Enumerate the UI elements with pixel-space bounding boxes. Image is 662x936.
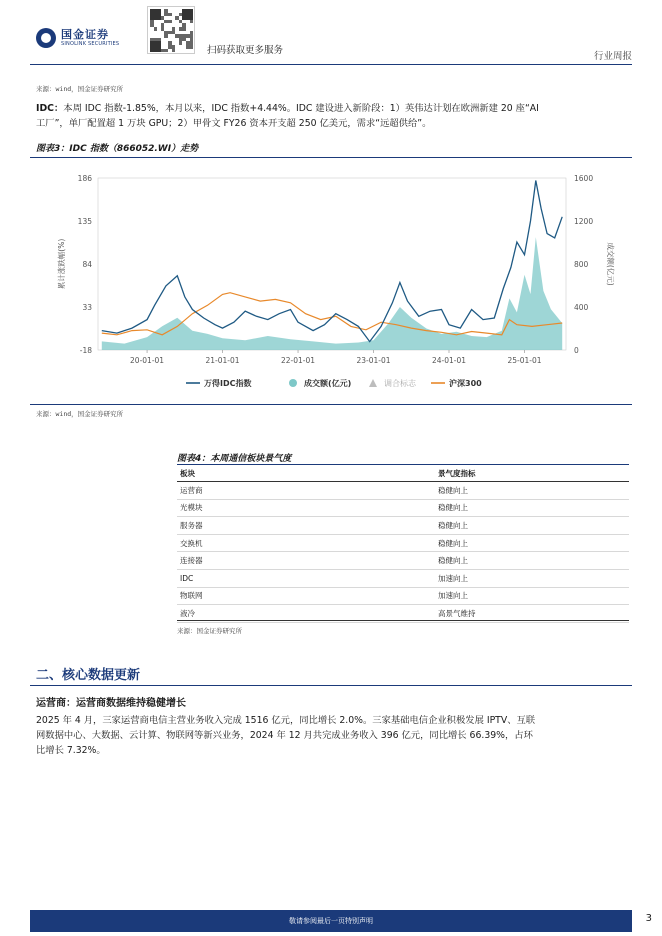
volume-area-series: [102, 237, 562, 350]
source-note-top: 来源：wind，国金证券研究所: [36, 85, 124, 93]
idc-lead: IDC：: [36, 103, 64, 114]
operator-subtitle: 运营商：运营商数据维持稳健增长: [36, 698, 186, 709]
table-row: [177, 517, 629, 535]
x-axis-tick-label: 22-01-01: [281, 356, 316, 365]
idc-line-1: 本周 IDC 指数-1.85%，本月以来，IDC 指数+4.44%。IDC 建设进入新阶段：1）英伟达计划在欧洲新建 20 座“AI: [63, 103, 539, 114]
idc-index-line-series: [102, 181, 562, 342]
left-axis-tick-label: 84: [82, 260, 92, 269]
section-title: 二、核心数据更新: [36, 668, 141, 683]
right-axis-label: 成交额(亿元): [606, 242, 615, 286]
company-logo: [36, 28, 119, 48]
legend-swatch-circle: [289, 379, 297, 387]
page-number: 3: [645, 913, 652, 924]
left-axis-tick-label: 186: [77, 174, 92, 183]
logo-mark-icon: [36, 28, 56, 48]
left-axis-tick-label: 33: [82, 303, 92, 312]
table-header-sector: 板块: [177, 466, 435, 482]
fig3-title: 图表3：IDC 指数（866052.WI）走势: [36, 144, 199, 154]
left-axis-tick-label: -18: [79, 346, 92, 355]
disclaimer-note: 敬请参阅最后一页特别声明: [289, 917, 373, 925]
right-axis-tick-label: 1600: [574, 174, 594, 183]
scan-prompt: 扫码获取更多服务: [207, 45, 284, 56]
idc-line-2: 工厂”，单厂配置超 1 万块 GPU；2）甲骨文 FY26 资本开支超 250 亿美元，需求“远超供给”。: [36, 118, 432, 129]
indicator-cell: 加速向上: [435, 587, 629, 605]
x-axis-tick-label: 21-01-01: [205, 356, 240, 365]
indicator-cell: 稳健向上: [435, 552, 629, 570]
sector-cell: 光模块: [177, 499, 435, 517]
legend-label: 沪深300: [449, 379, 482, 388]
legend-swatch-triangle: [369, 379, 377, 387]
sector-sentiment-table: [177, 466, 629, 623]
x-axis-tick-label: 25-01-01: [507, 356, 542, 365]
report-type-tag: 行业周报: [593, 51, 632, 62]
logo-en-text: SINOLINK SECURITIES: [61, 41, 120, 47]
fig3-source: 来源：wind，国金证券研究所: [36, 410, 124, 418]
table-row: [177, 499, 629, 517]
fig4-bottom-rule: [177, 620, 629, 621]
indicator-cell: 稳健向上: [435, 499, 629, 517]
indicator-cell: 稳健向上: [435, 534, 629, 552]
left-axis-tick-label: 135: [77, 217, 92, 226]
table-header-row: [177, 466, 629, 482]
idc-paragraph: [36, 101, 632, 131]
section-divider: [30, 685, 632, 686]
sector-cell: 液冷: [177, 605, 435, 623]
table-header-indicator: 景气度指标: [435, 466, 629, 482]
table-row: [177, 587, 629, 605]
fig3-bottom-rule: [30, 404, 632, 405]
legend-label: 万得IDC指数: [204, 379, 252, 388]
qr-code-icon: [147, 6, 195, 54]
idc-index-chart: [36, 162, 632, 400]
x-axis-tick-label: 20-01-01: [130, 356, 165, 365]
page-footer: [30, 910, 632, 932]
x-axis-tick-label: 23-01-01: [356, 356, 391, 365]
indicator-cell: 稳健向上: [435, 482, 629, 500]
operator-line-3: 比增长 7.32%。: [36, 745, 106, 756]
fig3-top-rule: [30, 157, 632, 158]
right-axis-tick-label: 0: [574, 346, 579, 355]
table-row: [177, 569, 629, 587]
table-row: [177, 482, 629, 500]
table-row: [177, 534, 629, 552]
right-axis-tick-label: 1200: [574, 217, 594, 226]
fig4-title: 图表4：本周通信板块景气度: [177, 454, 292, 464]
sector-cell: 服务器: [177, 517, 435, 535]
x-axis-tick-label: 24-01-01: [431, 356, 467, 365]
legend-label: 调合标志: [384, 379, 416, 388]
header-divider: [30, 64, 632, 65]
sector-cell: 物联网: [177, 587, 435, 605]
indicator-cell: 加速向上: [435, 569, 629, 587]
table-row: [177, 552, 629, 570]
indicator-cell: 稳健向上: [435, 517, 629, 535]
sector-cell: 连接器: [177, 552, 435, 570]
page-header: [0, 0, 662, 64]
legend-label: 成交额(亿元): [304, 379, 352, 388]
idc-chart-svg: [36, 162, 632, 400]
right-axis-tick-label: 400: [574, 303, 589, 312]
sector-cell: 运营商: [177, 482, 435, 500]
right-axis-tick-label: 800: [574, 260, 589, 269]
operator-line-2: 网数据中心、大数据、云计算、物联网等新兴业务，2024 年 12 月共完成业务收入 396 亿元，同比增长 66.39%，占环: [36, 730, 533, 741]
logo-cn-text: 国金证券: [61, 28, 109, 41]
fig4-top-rule: [177, 464, 629, 465]
fig4-source: 来源：国金证券研究所: [177, 627, 242, 635]
operator-line-1: 2025 年 4 月，三家运营商电信主营业务收入完成 1516 亿元，同比增长 2.0%。三家基础电信企业积极发展 IPTV、互联: [36, 715, 536, 726]
operator-paragraph: [36, 713, 632, 758]
left-axis-label: 累计涨跌幅(%): [57, 238, 66, 290]
sector-cell: 交换机: [177, 534, 435, 552]
indicator-cell: 高景气维持: [435, 605, 629, 623]
sector-cell: IDC: [177, 569, 435, 587]
